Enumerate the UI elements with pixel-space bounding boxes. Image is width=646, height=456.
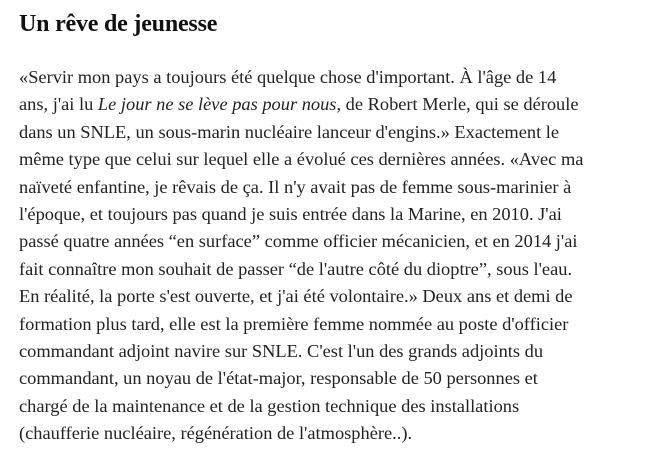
article-section (19, 8, 641, 448)
paragraph-line: En réalité, la porte s'est ouverte, et j'ai été volontaire.» Deux ans et demi de (19, 286, 573, 307)
paragraph-line: formation plus tard, elle est la première femme nommée au poste d'officier (19, 313, 569, 334)
paragraph-line: commandant, un noyau de l'état-major, responsable de 50 personnes et (19, 368, 538, 389)
line-text: , de Robert Merle, qui se déroule (336, 94, 579, 115)
article-paragraph (19, 64, 641, 448)
paragraph-line: «Servir mon pays a toujours été quelque chose d'important. À l'âge de 14 (19, 67, 557, 87)
paragraph-line: l'époque, et toujours pas quand je suis entrée dans la Marine, en 2010. J'ai (19, 204, 562, 225)
line-text: ans, j'ai lu (19, 94, 98, 115)
paragraph-line: même type que celui sur lequel elle a évolué ces dernières années. «Avec ma (19, 149, 584, 170)
paragraph-line: chargé de la maintenance et de la gestion technique des installations (19, 395, 520, 416)
paragraph-line: (chaufferie nucléaire, régénération de l'atmosphère..). (19, 423, 413, 444)
paragraph-line: naïveté enfantine, je rêvais de ça. Il n'y avait pas de femme sous-marinier à (19, 176, 572, 197)
section-heading: Un rêve de jeunesse (19, 11, 218, 37)
paragraph-line: passé quatre années “en surface” comme officier mécanicien, et en 2014 j'ai (19, 231, 578, 252)
paragraph-line: fait connaître mon souhait de passer “de l'autre côté du dioptre”, sous l'eau. (19, 258, 573, 279)
book-title: Le jour ne se lève pas pour nous (97, 94, 337, 115)
paragraph-line (19, 91, 641, 118)
paragraph-line: commandant adjoint navire sur SNLE. C'est l'un des grands adjoints du (19, 341, 544, 362)
paragraph-line: dans un SNLE, un sous-marin nucléaire lanceur d'engins.» Exactement le (19, 121, 560, 142)
